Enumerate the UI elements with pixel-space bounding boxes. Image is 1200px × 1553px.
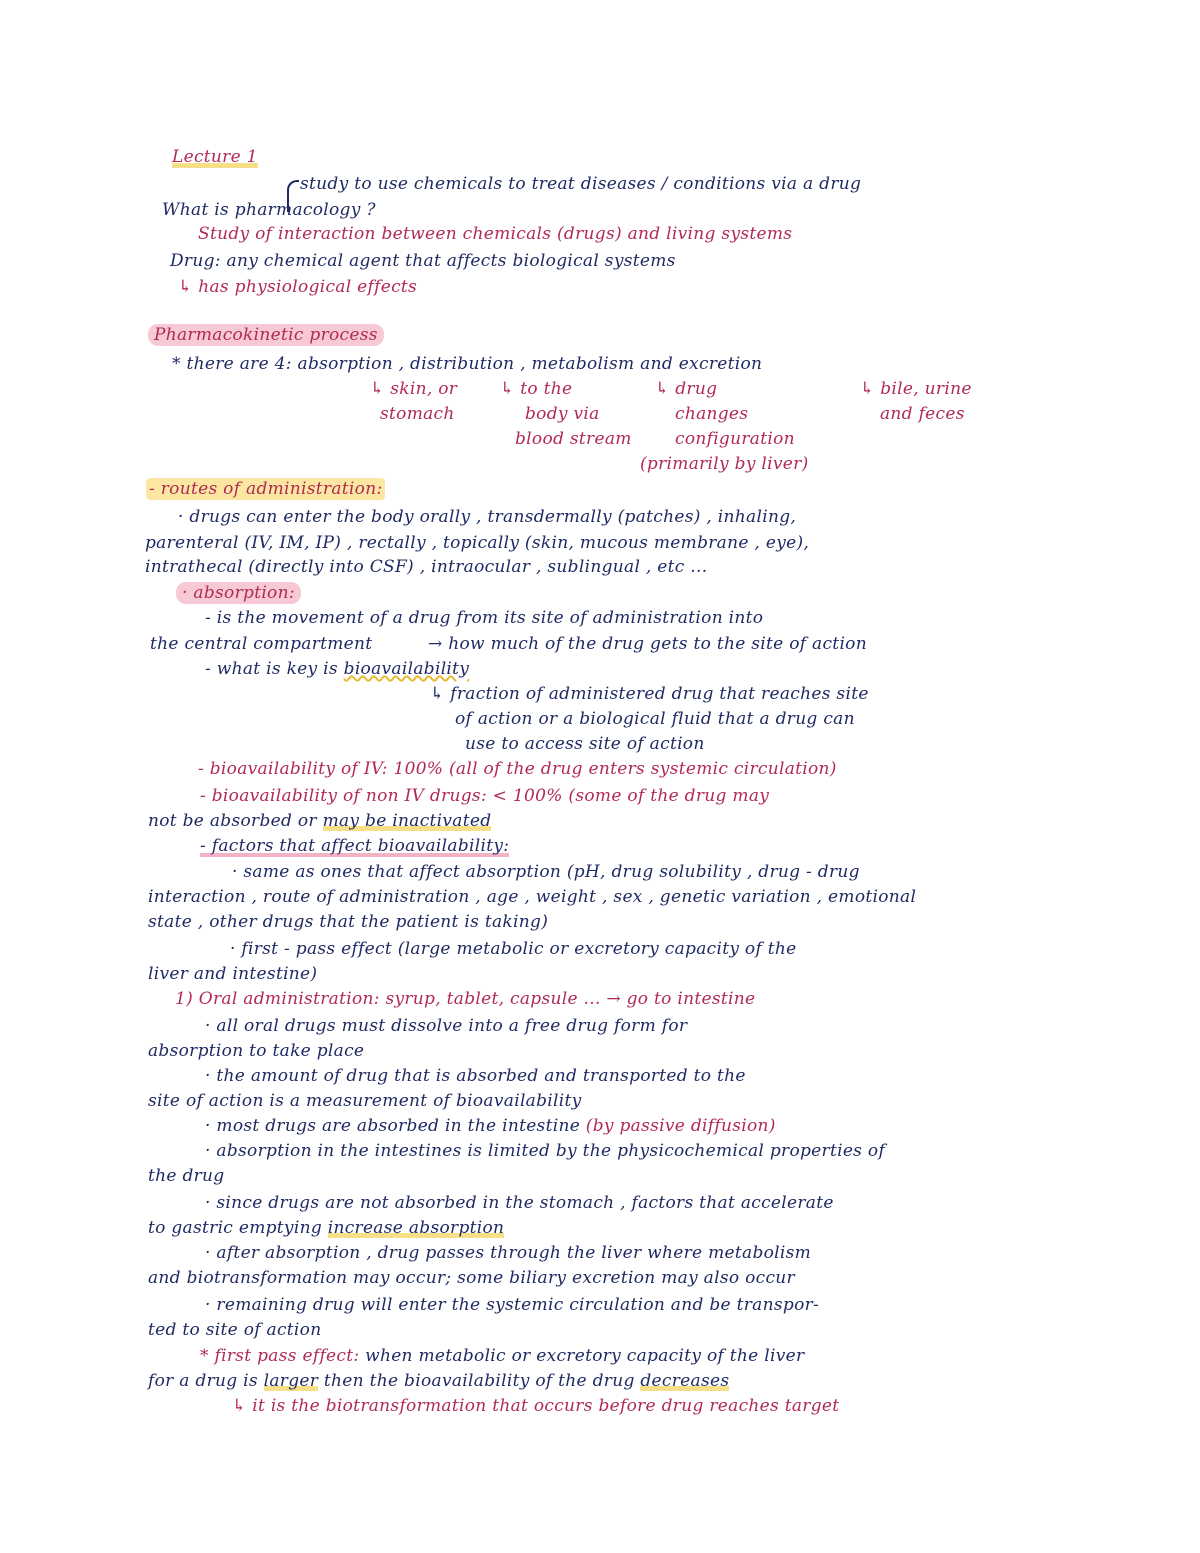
sub-note-body-via: body via xyxy=(525,404,600,424)
factors-line-4: · first - pass effect (large metabolic or excretory capacity of the xyxy=(230,939,797,959)
oral-line-10: · after absorption , drug passes through the liver where metabolism xyxy=(205,1243,812,1263)
passive-diffusion-text: (by passive diffusion) xyxy=(585,1116,776,1136)
decreases-text: decreases xyxy=(640,1371,730,1391)
key-line-prefix: - what is key is xyxy=(205,659,338,679)
factors-line-5: liver and intestine) xyxy=(148,964,318,984)
fraction-line-3: use to access site of action xyxy=(465,734,705,754)
sub-note-stomach: stomach xyxy=(380,404,455,424)
oral-line-11: and biotransformation may occur; some biliary excretion may also occur xyxy=(148,1268,795,1288)
non-iv-text: - bioavailability of non IV drugs: < 100% (some of the drug may xyxy=(200,786,770,806)
non-iv-line xyxy=(200,785,769,807)
routes-heading: - routes of administration: xyxy=(146,478,385,500)
not-absorbed-text: not be absorbed or xyxy=(148,811,317,831)
routes-line-1: · drugs can enter the body orally , transdermally (patches) , inhaling, xyxy=(178,507,797,527)
larger-text: larger xyxy=(263,1371,319,1391)
oral-line-4: site of action is a measurement of bioavailability xyxy=(148,1091,582,1111)
section-heading: Pharmacokinetic process xyxy=(148,324,384,346)
factors-line-3: state , other drugs that the patient is taking) xyxy=(148,912,549,932)
absorption-line-2b: → how much of the drug gets to the site of action xyxy=(428,634,867,654)
factors-line-1: · same as ones that affect absorption (pH, drug solubility , drug - drug xyxy=(232,862,860,882)
factors-heading: - factors that affect bioavailability: xyxy=(200,836,510,856)
fraction-line-1: ↳ fraction of administered drug that reaches site xyxy=(430,684,869,704)
sub-note-skin: ↳ skin, or xyxy=(370,379,458,399)
oral-line-1: · all oral drugs must dissolve into a free drug form for xyxy=(205,1016,688,1036)
oral-line-3: · the amount of drug that is absorbed and transported to the xyxy=(205,1066,746,1086)
drug-effect: ↳ has physiological effects xyxy=(178,277,418,297)
iv-bioavailability: - bioavailability of IV: 100% (all of the drug enters systemic circulation) xyxy=(198,759,837,779)
first-pass-text-2a: for a drug is xyxy=(148,1371,258,1391)
oral-heading: 1) Oral administration: syrup, tablet, capsule ... → go to intestine xyxy=(175,989,756,1009)
fraction-line-2: of action or a biological fluid that a drug can xyxy=(455,709,855,729)
routes-line-3: intrathecal (directly into CSF) , intraocular , sublingual , etc ... xyxy=(145,557,708,577)
routes-line-2: parenteral (IV, IM, IP) , rectally , topically (skin, mucous membrane , eye), xyxy=(145,533,810,553)
sub-note-drug: ↳ drug xyxy=(655,379,718,399)
first-pass-text-2b: then the bioavailability of the drug xyxy=(323,1371,635,1391)
non-iv-continuation xyxy=(148,810,491,832)
oral-line-13: ted to site of action xyxy=(148,1320,322,1340)
final-line: ↳ it is the biotransformation that occurs before drug reaches target xyxy=(232,1396,840,1416)
absorption-heading: · absorption: xyxy=(176,582,301,604)
key-line xyxy=(205,658,469,680)
pharmacology-definition: Study of interaction between chemicals (drugs) and living systems xyxy=(198,224,793,244)
intestine-text: · most drugs are absorbed in the intestine xyxy=(205,1116,581,1136)
processes-line: * there are 4: absorption , distribution , metabolism and excretion xyxy=(172,354,763,374)
factors-line-2: interaction , route of administration , age , weight , sex , genetic variation , emotional xyxy=(148,887,917,907)
absorption-line-2a: the central compartment xyxy=(150,634,373,654)
absorption-line-1: - is the movement of a drug from its site of administration into xyxy=(205,608,764,628)
first-pass-line-2 xyxy=(148,1370,729,1392)
sub-note-body: ↳ to the xyxy=(500,379,573,399)
gastric-text: to gastric emptying xyxy=(148,1218,322,1238)
oral-line-2: absorption to take place xyxy=(148,1041,365,1061)
oral-line-12: · remaining drug will enter the systemic circulation and be transpor- xyxy=(205,1295,820,1315)
sub-note-liver: (primarily by liver) xyxy=(640,454,809,474)
pharmacology-note: study to use chemicals to treat diseases / conditions via a drug xyxy=(300,174,862,194)
sub-note-blood: blood stream xyxy=(515,429,632,449)
pharmacology-question: What is pharmacology ? xyxy=(162,200,376,220)
oral-line-6: · absorption in the intestines is limited by the physicochemical properties of xyxy=(205,1141,886,1161)
bioavailability-term: bioavailability xyxy=(343,659,470,679)
inactivated-text: may be inactivated xyxy=(322,811,492,831)
oral-line-5 xyxy=(205,1115,776,1137)
sub-note-bile: ↳ bile, urine xyxy=(860,379,972,399)
first-pass-label: * first pass effect: xyxy=(200,1346,360,1366)
sub-note-feces: and feces xyxy=(880,404,965,424)
first-pass-text: when metabolic or excretory capacity of the liver xyxy=(365,1346,805,1366)
lecture-title: Lecture 1 xyxy=(172,147,258,167)
oral-line-7: the drug xyxy=(148,1166,225,1186)
drug-definition: Drug: any chemical agent that affects biological systems xyxy=(170,251,676,271)
sub-note-configuration: configuration xyxy=(675,429,795,449)
first-pass-line xyxy=(200,1345,804,1367)
sub-note-changes: changes xyxy=(675,404,749,424)
increase-absorption-text: increase absorption xyxy=(327,1218,505,1238)
oral-line-8: · since drugs are not absorbed in the stomach , factors that accelerate xyxy=(205,1193,834,1213)
oral-line-9 xyxy=(148,1217,504,1239)
